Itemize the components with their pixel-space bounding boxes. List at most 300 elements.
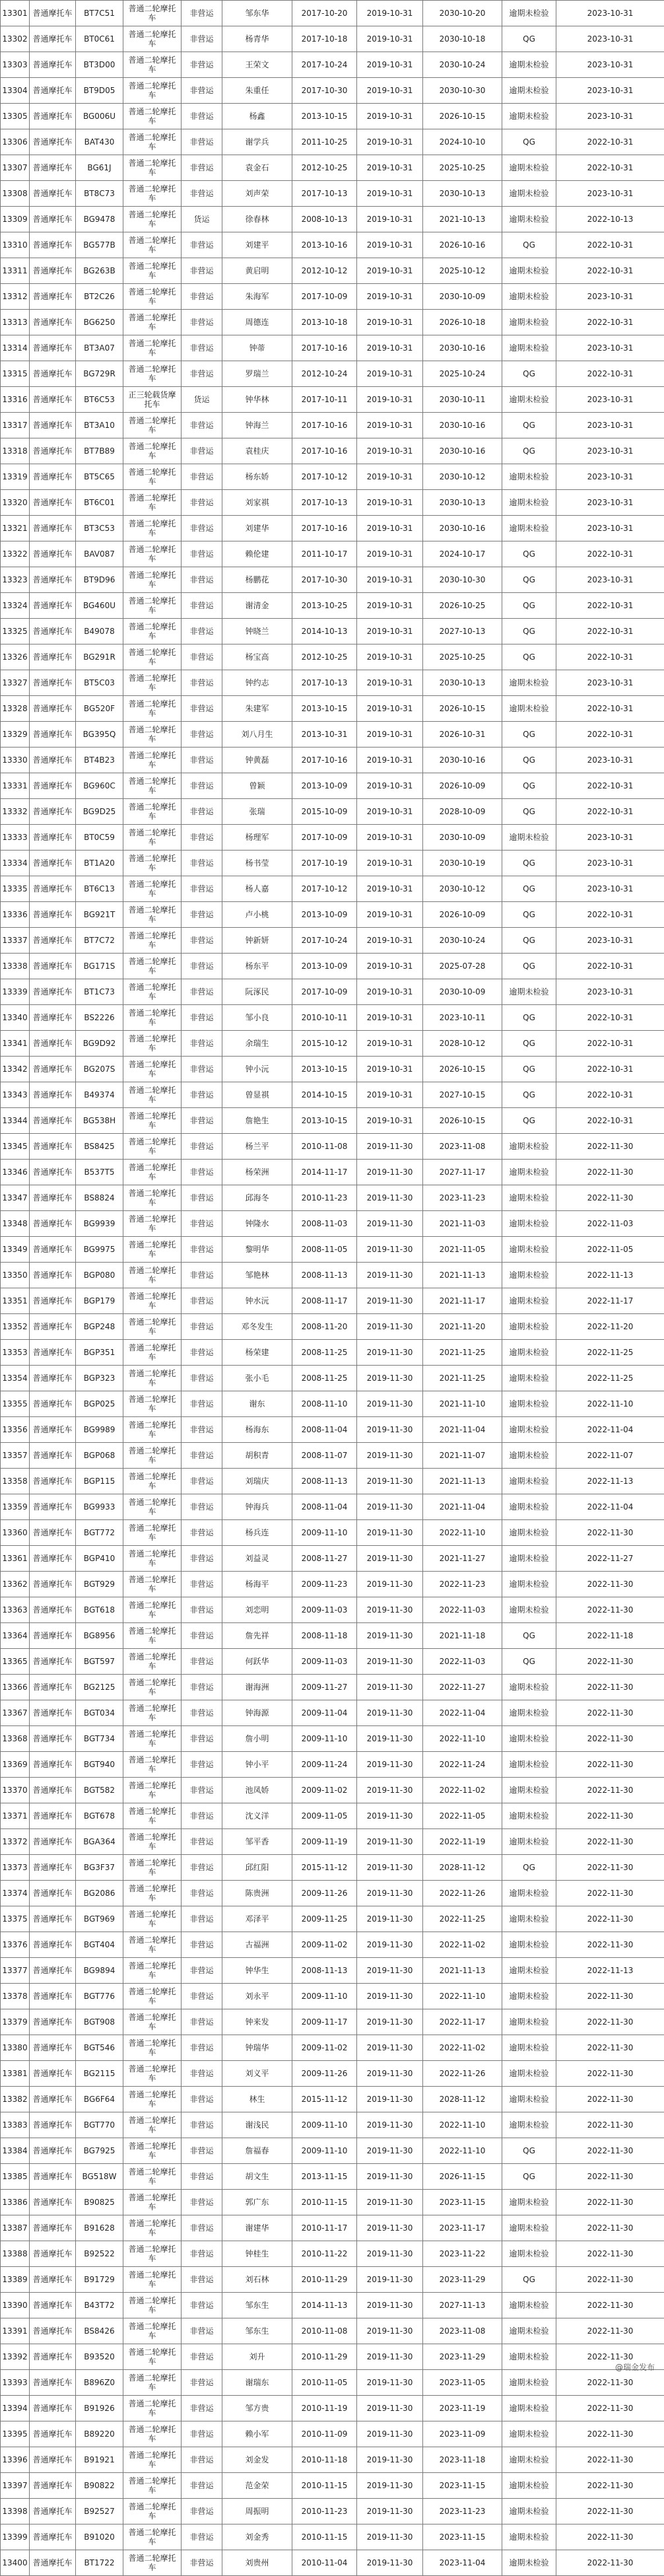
table-row <box>1 1623 664 1649</box>
status-cell: 逾期未检验 <box>502 696 556 722</box>
vehicle-type: 普通二轮摩托车 <box>123 1005 182 1031</box>
usage-nature: 非营运 <box>182 1391 222 1417</box>
status-cell: 逾期未检验 <box>502 490 556 516</box>
vehicle-category: 普通摩托车 <box>30 1057 76 1082</box>
owner-name: 刘金秀 <box>222 2524 292 2550</box>
inspection-valid-until: 2019-11-30 <box>357 1494 423 1520</box>
deadline-date: 2022-11-18 <box>556 1623 664 1649</box>
owner-name: 杨荣洲 <box>222 1160 292 1185</box>
scrap-deadline: 2023-11-23 <box>423 2499 502 2524</box>
vehicle-type: 普通二轮摩托车 <box>123 1160 182 1185</box>
owner-name: 刘建平 <box>222 232 292 258</box>
deadline-date: 2022-10-31 <box>556 593 664 619</box>
table-row <box>1 773 664 799</box>
first-registration-date: 2009-11-10 <box>292 1520 357 1546</box>
deadline-date: 2022-11-30 <box>556 2421 664 2447</box>
vehicle-type: 普通二轮摩托车 <box>123 825 182 851</box>
first-registration-date: 2011-10-25 <box>292 129 357 155</box>
owner-name: 王荣文 <box>222 52 292 78</box>
vehicle-type: 普通二轮摩托车 <box>123 2473 182 2499</box>
table-row <box>1 2318 664 2344</box>
row-number: 13361 <box>1 1546 30 1572</box>
scrap-deadline: 2025-10-12 <box>423 258 502 284</box>
status-cell: 逾期未检验 <box>502 2112 556 2138</box>
plate-number: B89220 <box>76 2421 123 2447</box>
owner-name: 池凤娇 <box>222 1778 292 1803</box>
plate-number: BG9975 <box>76 1237 123 1263</box>
first-registration-date: 2017-10-16 <box>292 438 357 464</box>
vehicle-type: 普通二轮摩托车 <box>123 52 182 78</box>
inspection-valid-until: 2019-11-30 <box>357 2138 423 2164</box>
inspection-valid-until: 2019-11-30 <box>357 2087 423 2112</box>
scrap-deadline: 2022-11-10 <box>423 1984 502 2009</box>
deadline-date: 2022-10-31 <box>556 361 664 387</box>
plate-number: BGP351 <box>76 1340 123 1366</box>
row-number: 13387 <box>1 2215 30 2241</box>
plate-number: BG9989 <box>76 1417 123 1443</box>
vehicle-category: 普通摩托车 <box>30 438 76 464</box>
inspection-valid-until: 2019-10-31 <box>357 722 423 748</box>
deadline-date: 2022-10-31 <box>556 799 664 825</box>
owner-name: 杨海东 <box>222 1417 292 1443</box>
inspection-valid-until: 2019-11-30 <box>357 1417 423 1443</box>
table-row <box>1 78 664 104</box>
plate-number: BG518W <box>76 2164 123 2190</box>
inspection-valid-until: 2019-10-31 <box>357 387 423 413</box>
vehicle-type: 普通二轮摩托车 <box>123 2215 182 2241</box>
status-cell: 逾期未检验 <box>502 1675 556 1700</box>
deadline-date: 2022-11-30 <box>556 2035 664 2061</box>
row-number: 13355 <box>1 1391 30 1417</box>
inspection-valid-until: 2019-11-30 <box>357 1572 423 1597</box>
vehicle-type: 普通二轮摩托车 <box>123 1984 182 2009</box>
deadline-date: 2023-10-31 <box>556 413 664 438</box>
deadline-date: 2022-11-30 <box>556 2112 664 2138</box>
scrap-deadline: 2021-11-03 <box>423 1211 502 1237</box>
vehicle-category: 普通摩托车 <box>30 2215 76 2241</box>
first-registration-date: 2010-11-15 <box>292 2473 357 2499</box>
first-registration-date: 2008-11-20 <box>292 1314 357 1340</box>
status-cell: QG <box>502 567 556 593</box>
status-cell: 逾期未检验 <box>502 2009 556 2035</box>
vehicle-category: 普通摩托车 <box>30 2550 76 2576</box>
vehicle-category: 普通摩托车 <box>30 541 76 567</box>
owner-name: 郭广东 <box>222 2190 292 2215</box>
plate-number: BT9D05 <box>76 78 123 104</box>
deadline-date: 2023-10-31 <box>556 464 664 490</box>
table-row <box>1 2112 664 2138</box>
plate-number: B91020 <box>76 2524 123 2550</box>
row-number: 13320 <box>1 490 30 516</box>
inspection-valid-until: 2019-11-30 <box>357 2190 423 2215</box>
vehicle-category: 普通摩托车 <box>30 2138 76 2164</box>
table-row <box>1 825 664 851</box>
plate-number: BG6F64 <box>76 2087 123 2112</box>
deadline-date: 2022-11-30 <box>556 1855 664 1881</box>
vehicle-type: 普通二轮摩托车 <box>123 438 182 464</box>
status-cell: QG <box>502 1082 556 1108</box>
plate-number: BGT940 <box>76 1752 123 1778</box>
vehicle-type: 普通二轮摩托车 <box>123 541 182 567</box>
deadline-date: 2022-10-31 <box>556 1005 664 1031</box>
owner-name: 阮涿民 <box>222 979 292 1005</box>
first-registration-date: 2009-11-10 <box>292 2138 357 2164</box>
first-registration-date: 2015-11-12 <box>292 2087 357 2112</box>
status-cell: QG <box>502 2164 556 2190</box>
row-number: 13386 <box>1 2190 30 2215</box>
vehicle-category: 普通摩托车 <box>30 232 76 258</box>
vehicle-type: 普通二轮摩托车 <box>123 2318 182 2344</box>
status-cell: 逾期未检验 <box>502 2190 556 2215</box>
usage-nature: 非营运 <box>182 1752 222 1778</box>
row-number: 13351 <box>1 1288 30 1314</box>
deadline-date: 2022-11-04 <box>556 1417 664 1443</box>
inspection-valid-until: 2019-11-30 <box>357 2112 423 2138</box>
status-cell: 逾期未检验 <box>502 1752 556 1778</box>
deadline-date: 2022-11-30 <box>556 2009 664 2035</box>
row-number: 13367 <box>1 1700 30 1726</box>
scrap-deadline: 2028-11-12 <box>423 2087 502 2112</box>
owner-name: 朱海军 <box>222 284 292 310</box>
scrap-deadline: 2024-10-10 <box>423 129 502 155</box>
usage-nature: 非营运 <box>182 1057 222 1082</box>
status-cell: 逾期未检验 <box>502 2344 556 2370</box>
owner-name: 刘升 <box>222 2344 292 2370</box>
owner-name: 胡文生 <box>222 2164 292 2190</box>
deadline-date: 2022-11-30 <box>556 1778 664 1803</box>
first-registration-date: 2013-10-25 <box>292 593 357 619</box>
usage-nature: 非营运 <box>182 516 222 541</box>
vehicle-category: 普通摩托车 <box>30 1237 76 1263</box>
row-number: 13395 <box>1 2421 30 2447</box>
scrap-deadline: 2023-10-11 <box>423 1005 502 1031</box>
vehicle-category: 普通摩托车 <box>30 2524 76 2550</box>
row-number: 13304 <box>1 78 30 104</box>
row-number: 13392 <box>1 2344 30 2370</box>
first-registration-date: 2009-11-26 <box>292 2061 357 2087</box>
scrap-deadline: 2021-11-07 <box>423 1443 502 1469</box>
row-number: 13334 <box>1 851 30 876</box>
deadline-date: 2022-10-31 <box>556 696 664 722</box>
vehicle-category: 普通摩托车 <box>30 1623 76 1649</box>
usage-nature: 非营运 <box>182 2318 222 2344</box>
watermark: @瑞金发布 <box>615 2361 655 2373</box>
status-cell: 逾期未检验 <box>502 1443 556 1469</box>
status-cell: QG <box>502 851 556 876</box>
first-registration-date: 2010-11-04 <box>292 2550 357 2576</box>
status-cell: QG <box>502 928 556 954</box>
status-cell: QG <box>502 902 556 928</box>
usage-nature: 非营运 <box>182 335 222 361</box>
inspection-valid-until: 2019-10-31 <box>357 928 423 954</box>
owner-name: 邓冬发生 <box>222 1314 292 1340</box>
table-row <box>1 1443 664 1469</box>
row-number: 13313 <box>1 310 30 335</box>
deadline-date: 2022-10-31 <box>556 232 664 258</box>
first-registration-date: 2010-11-08 <box>292 2318 357 2344</box>
row-number: 13373 <box>1 1855 30 1881</box>
row-number: 13317 <box>1 413 30 438</box>
owner-name: 邹东华 <box>222 1 292 26</box>
first-registration-date: 2009-11-27 <box>292 1675 357 1700</box>
first-registration-date: 2009-11-17 <box>292 2009 357 2035</box>
vehicle-type: 普通二轮摩托车 <box>123 2190 182 2215</box>
vehicle-category: 普通摩托车 <box>30 413 76 438</box>
vehicle-category: 普通摩托车 <box>30 207 76 232</box>
scrap-deadline: 2021-11-27 <box>423 1546 502 1572</box>
vehicle-category: 普通摩托车 <box>30 748 76 773</box>
status-cell: 逾期未检验 <box>502 104 556 129</box>
table-row <box>1 1675 664 1700</box>
plate-number: BG9D25 <box>76 799 123 825</box>
vehicle-type: 普通二轮摩托车 <box>123 851 182 876</box>
row-number: 13364 <box>1 1623 30 1649</box>
owner-name: 林生 <box>222 2087 292 2112</box>
vehicle-type: 普通二轮摩托车 <box>123 258 182 284</box>
owner-name: 杨东平 <box>222 954 292 979</box>
inspection-valid-until: 2019-11-30 <box>357 1546 423 1572</box>
vehicle-type: 普通二轮摩托车 <box>123 181 182 207</box>
vehicle-category: 普通摩托车 <box>30 2009 76 2035</box>
row-number: 13399 <box>1 2524 30 2550</box>
vehicle-category: 普通摩托车 <box>30 2396 76 2421</box>
plate-number: BGA364 <box>76 1829 123 1855</box>
status-cell: 逾期未检验 <box>502 1881 556 1906</box>
plate-number: BT0C59 <box>76 825 123 851</box>
vehicle-type: 普通二轮摩托车 <box>123 954 182 979</box>
vehicle-type: 普通二轮摩托车 <box>123 1185 182 1211</box>
table-row <box>1 52 664 78</box>
scrap-deadline: 2022-11-19 <box>423 1829 502 1855</box>
deadline-date: 2023-10-31 <box>556 284 664 310</box>
plate-number: BG263B <box>76 258 123 284</box>
status-cell: 逾期未检验 <box>502 1520 556 1546</box>
table-row <box>1 284 664 310</box>
plate-number: BT5C03 <box>76 670 123 696</box>
deadline-date: 2022-10-31 <box>556 310 664 335</box>
first-registration-date: 2013-10-09 <box>292 773 357 799</box>
plate-number: BT1C73 <box>76 979 123 1005</box>
scrap-deadline: 2030-10-16 <box>423 748 502 773</box>
owner-name: 刘家祺 <box>222 490 292 516</box>
deadline-date: 2022-11-30 <box>556 2241 664 2267</box>
vehicle-type: 普通二轮摩托车 <box>123 1597 182 1623</box>
table-row <box>1 1417 664 1443</box>
inspection-valid-until: 2019-11-30 <box>357 2396 423 2421</box>
row-number: 13372 <box>1 1829 30 1855</box>
plate-number: BG6250 <box>76 310 123 335</box>
first-registration-date: 2008-11-07 <box>292 1443 357 1469</box>
usage-nature: 非营运 <box>182 2035 222 2061</box>
deadline-date: 2022-11-30 <box>556 2164 664 2190</box>
owner-name: 钟桂生 <box>222 2241 292 2267</box>
owner-name: 钟小沅 <box>222 1057 292 1082</box>
plate-number: BS8426 <box>76 2318 123 2344</box>
vehicle-category: 普通摩托车 <box>30 1829 76 1855</box>
vehicle-type: 普通二轮摩托车 <box>123 1057 182 1082</box>
status-cell: 逾期未检验 <box>502 1778 556 1803</box>
row-number: 13305 <box>1 104 30 129</box>
vehicle-type: 普通二轮摩托车 <box>123 1469 182 1494</box>
owner-name: 谢东 <box>222 1391 292 1417</box>
status-cell: 逾期未检验 <box>502 825 556 851</box>
status-cell: 逾期未检验 <box>502 464 556 490</box>
usage-nature: 非营运 <box>182 1675 222 1700</box>
inspection-valid-until: 2019-11-30 <box>357 2215 423 2241</box>
owner-name: 卢小桃 <box>222 902 292 928</box>
row-number: 13318 <box>1 438 30 464</box>
status-cell: QG <box>502 954 556 979</box>
owner-name: 罗瑞兰 <box>222 361 292 387</box>
scrap-deadline: 2022-11-10 <box>423 2112 502 2138</box>
vehicle-category: 普通摩托车 <box>30 78 76 104</box>
status-cell: 逾期未检验 <box>502 2396 556 2421</box>
inspection-valid-until: 2019-11-30 <box>357 2421 423 2447</box>
vehicle-type: 普通二轮摩托车 <box>123 928 182 954</box>
inspection-valid-until: 2019-11-30 <box>357 2267 423 2293</box>
table-row <box>1 2421 664 2447</box>
plate-number: B92522 <box>76 2241 123 2267</box>
plate-number: BGT034 <box>76 1700 123 1726</box>
scrap-deadline: 2021-11-10 <box>423 1391 502 1417</box>
owner-name: 邹艳林 <box>222 1263 292 1288</box>
usage-nature: 非营运 <box>182 799 222 825</box>
vehicle-category: 普通摩托车 <box>30 464 76 490</box>
vehicle-category: 普通摩托车 <box>30 284 76 310</box>
scrap-deadline: 2022-11-03 <box>423 1649 502 1675</box>
status-cell: 逾期未检验 <box>502 516 556 541</box>
scrap-deadline: 2030-10-09 <box>423 825 502 851</box>
row-number: 13301 <box>1 1 30 26</box>
table-row <box>1 2499 664 2524</box>
owner-name: 黎明华 <box>222 1237 292 1263</box>
status-cell: QG <box>502 1031 556 1057</box>
row-number: 13314 <box>1 335 30 361</box>
first-registration-date: 2008-11-17 <box>292 1288 357 1314</box>
deadline-date: 2022-11-30 <box>556 1906 664 1932</box>
table-row <box>1 1134 664 1160</box>
plate-number: BG171S <box>76 954 123 979</box>
row-number: 13369 <box>1 1752 30 1778</box>
inspection-valid-until: 2019-11-30 <box>357 1185 423 1211</box>
vehicle-type: 普通二轮摩托车 <box>123 2087 182 2112</box>
scrap-deadline: 2023-11-19 <box>423 2396 502 2421</box>
plate-number: BGT546 <box>76 2035 123 2061</box>
plate-number: B90822 <box>76 2473 123 2499</box>
table-row <box>1 799 664 825</box>
row-number: 13383 <box>1 2112 30 2138</box>
scrap-deadline: 2021-11-20 <box>423 1314 502 1340</box>
vehicle-type: 普通二轮摩托车 <box>123 2267 182 2293</box>
plate-number: BG2125 <box>76 1675 123 1700</box>
first-registration-date: 2013-10-15 <box>292 1057 357 1082</box>
plate-number: BG460U <box>76 593 123 619</box>
owner-name: 杨海平 <box>222 1572 292 1597</box>
usage-nature: 非营运 <box>182 773 222 799</box>
owner-name: 杨鹏花 <box>222 567 292 593</box>
row-number: 13324 <box>1 593 30 619</box>
vehicle-type: 普通二轮摩托车 <box>123 1134 182 1160</box>
row-number: 13357 <box>1 1443 30 1469</box>
status-cell: 逾期未检验 <box>502 1469 556 1494</box>
inspection-valid-until: 2019-11-30 <box>357 1134 423 1160</box>
plate-number: BT0C61 <box>76 26 123 52</box>
usage-nature: 非营运 <box>182 593 222 619</box>
vehicle-category: 普通摩托车 <box>30 2241 76 2267</box>
owner-name: 杨东娇 <box>222 464 292 490</box>
status-cell: 逾期未检验 <box>502 2370 556 2396</box>
scrap-deadline: 2026-11-15 <box>423 2164 502 2190</box>
inspection-valid-until: 2019-10-31 <box>357 799 423 825</box>
table-row <box>1 1958 664 1984</box>
inspection-valid-until: 2019-11-30 <box>357 1649 423 1675</box>
inspection-valid-until: 2019-10-31 <box>357 670 423 696</box>
deadline-date: 2022-11-30 <box>556 1649 664 1675</box>
row-number: 13311 <box>1 258 30 284</box>
plate-number: BGT597 <box>76 1649 123 1675</box>
table-row <box>1 104 664 129</box>
vehicle-type: 普通二轮摩托车 <box>123 335 182 361</box>
first-registration-date: 2013-11-15 <box>292 2164 357 2190</box>
table-row <box>1 1778 664 1803</box>
usage-nature: 非营运 <box>182 1469 222 1494</box>
plate-number: B49374 <box>76 1082 123 1108</box>
row-number: 13376 <box>1 1932 30 1958</box>
plate-number: BGP080 <box>76 1263 123 1288</box>
vehicle-type: 普通二轮摩托车 <box>123 1366 182 1391</box>
row-number: 13354 <box>1 1366 30 1391</box>
vehicle-category: 普通摩托车 <box>30 181 76 207</box>
usage-nature: 非营运 <box>182 1288 222 1314</box>
row-number: 13347 <box>1 1185 30 1211</box>
first-registration-date: 2009-11-26 <box>292 1881 357 1906</box>
first-registration-date: 2010-11-23 <box>292 2499 357 2524</box>
status-cell: QG <box>502 2267 556 2293</box>
inspection-valid-until: 2019-10-31 <box>357 413 423 438</box>
vehicle-category: 普通摩托车 <box>30 516 76 541</box>
deadline-date: 2022-11-30 <box>556 2344 664 2370</box>
vehicle-category: 普通摩托车 <box>30 1314 76 1340</box>
deadline-date: 2022-10-31 <box>556 954 664 979</box>
first-registration-date: 2010-11-22 <box>292 2241 357 2267</box>
usage-nature: 非营运 <box>182 52 222 78</box>
scrap-deadline: 2023-11-29 <box>423 2267 502 2293</box>
plate-number: BG9939 <box>76 1211 123 1237</box>
row-number: 13308 <box>1 181 30 207</box>
vehicle-type: 普通二轮摩托车 <box>123 2164 182 2190</box>
deadline-date: 2022-11-30 <box>556 1726 664 1752</box>
usage-nature: 非营运 <box>182 26 222 52</box>
inspection-valid-until: 2019-10-31 <box>357 1 423 26</box>
owner-name: 钟约志 <box>222 670 292 696</box>
vehicle-category: 普通摩托车 <box>30 1443 76 1469</box>
inspection-valid-until: 2019-11-30 <box>357 1391 423 1417</box>
deadline-date: 2022-11-30 <box>556 2138 664 2164</box>
first-registration-date: 2009-11-24 <box>292 1752 357 1778</box>
owner-name: 谢瑞东 <box>222 2370 292 2396</box>
deadline-date: 2023-10-31 <box>556 438 664 464</box>
plate-number: BT6C13 <box>76 876 123 902</box>
scrap-deadline: 2022-11-10 <box>423 1520 502 1546</box>
inspection-valid-until: 2019-10-31 <box>357 104 423 129</box>
vehicle-category: 普通摩托车 <box>30 773 76 799</box>
usage-nature: 非营运 <box>182 1932 222 1958</box>
vehicle-category: 普通摩托车 <box>30 2318 76 2344</box>
plate-number: BG2086 <box>76 1881 123 1906</box>
inspection-valid-until: 2019-10-31 <box>357 258 423 284</box>
scrap-deadline: 2021-11-18 <box>423 1623 502 1649</box>
scrap-deadline: 2027-10-15 <box>423 1082 502 1108</box>
